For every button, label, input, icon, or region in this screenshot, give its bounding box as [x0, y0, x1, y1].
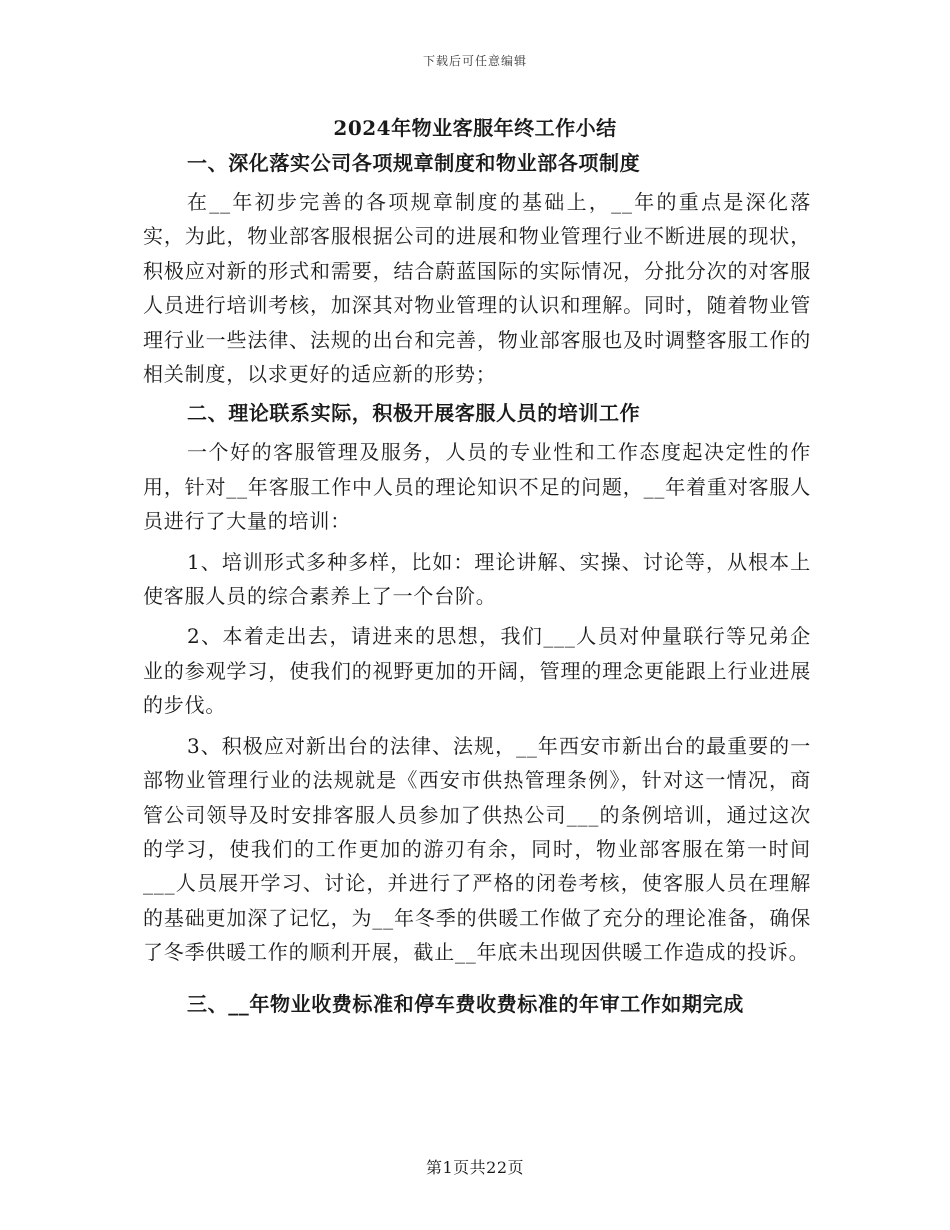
- section-heading-1: 一、深化落实公司各项规章制度和物业部各项制度: [187, 151, 641, 175]
- section-heading-2: 二、理论联系实际，积极开展客服人员的培训工作: [187, 401, 641, 426]
- paragraph: 一个好的客服管理及服务，人员的专业性和工作态度起决定性的作用，针对__年客服工作中人员的理论知识不足的问题，__年着重对客服人员进行了大量的培训：: [143, 440, 811, 534]
- section-heading-3: 三、__年物业收费标准和停车费收费标准的年审工作如期完成: [187, 991, 744, 1016]
- page-number: 第1页共22页: [425, 1158, 525, 1177]
- document-body: [143, 147, 811, 1026]
- list-item-1: 1、培训形式多种多样，比如：理论讲解、实操、讨论等，从根本上使客服人员的综合素养上了一个台阶。: [143, 549, 811, 609]
- document-title: 2024年物业客服年终工作小结: [333, 116, 617, 140]
- list-item-3: 3、积极应对新出台的法律、法规，__年西安市新出台的最重要的一部物业管理行业的法规就是《西安市供热管理条例》，针对这一情况，商管公司领导及时安排客服人员参加了供热公司___的条例培训，通过这次的学习，使我们的工作更加的游刃有余，同时，物业部客服在第一时间___人员展开学习、讨论，并进行了严格的闭卷考核，使客服人员在理解的基础更加深了记忆，为__年冬季的供暖工作做了充分的理论准备，确保了冬季供暖工作的顺利开展，截止__年底未出现因供暖工作造成的投诉。: [143, 733, 811, 965]
- header-note: 下载后可任意编辑: [422, 54, 527, 68]
- paragraph: 在__年初步完善的各项规章制度的基础上，__年的重点是深化落实，为此，物业部客服根据公司的进展和物业管理行业不断进展的现状，积极应对新的形式和需要，结合蔚蓝国际的实际情况，分批分次的对客服人员进行培训考核，加深其对物业管理的认识和理解。同时，随着物业管理行业一些法律、法规的出台和完善，物业部客服也及时调整客服工作的相关制度，以求更好的适应新的形势；: [143, 190, 811, 387]
- list-item-2: 2、本着走出去，请进来的思想，我们___人员对仲量联行等兄弟企业的参观学习，使我们的视野更加的开阔，管理的理念更能跟上行业进展的步伐。: [143, 624, 811, 718]
